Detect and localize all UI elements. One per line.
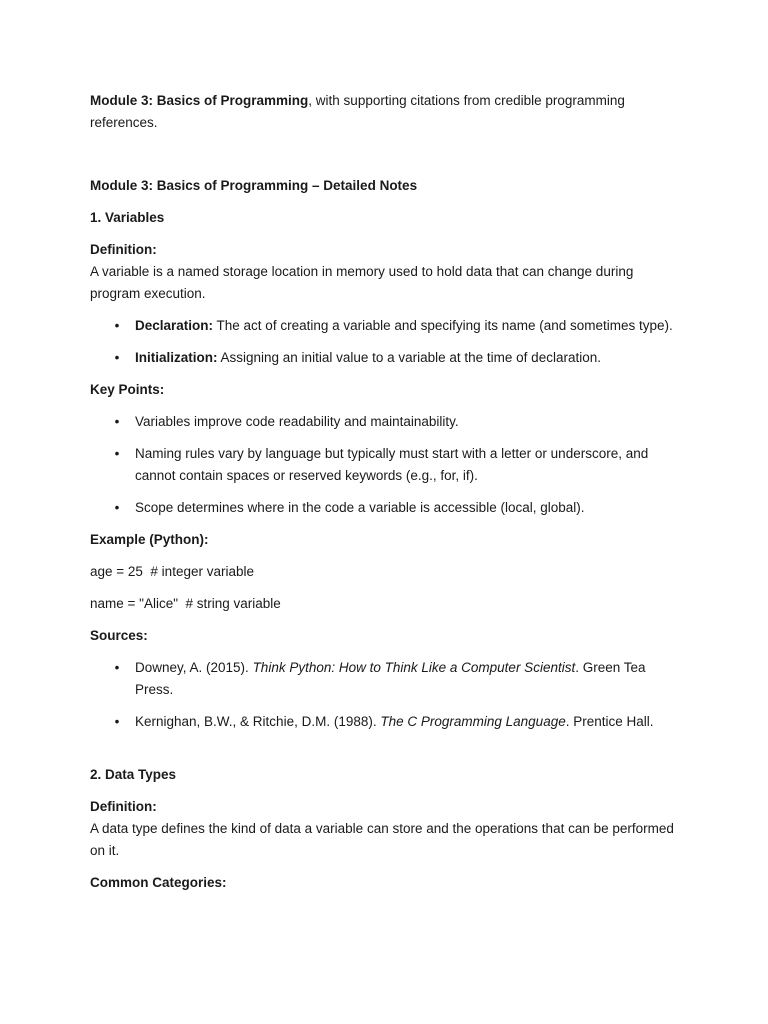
document-page — [90, 90, 680, 904]
key-points-list — [90, 411, 680, 519]
common-categories-label: Common Categories: — [90, 875, 227, 890]
section-1-definition-text: A variable is a named storage location in memory used to hold data that can change during program execution. — [90, 264, 634, 301]
source-post: . Prentice Hall. — [565, 714, 654, 729]
section-2-definition-label: Definition: — [90, 799, 157, 814]
section-1-terms-list — [90, 315, 680, 369]
intro-paragraph — [90, 90, 680, 134]
code-line: name = "Alice" # string variable — [90, 596, 281, 611]
code-line: age = 25 # integer variable — [90, 564, 254, 579]
intro-rest: , with supporting citations from credible programming references. — [90, 93, 625, 130]
bullet-icon: • — [114, 446, 120, 461]
section-1-definition-label: Definition: — [90, 242, 157, 257]
bullet-icon: • — [114, 500, 120, 515]
bullet-icon: • — [114, 318, 120, 333]
sources-label: Sources: — [90, 628, 148, 643]
source-pre: Downey, A. (2015). — [135, 660, 253, 675]
example-label: Example (Python): — [90, 532, 209, 547]
list-item — [90, 497, 680, 519]
notes-title: Module 3: Basics of Programming – Detailed Notes — [90, 178, 418, 193]
list-item — [90, 657, 680, 701]
source-title: Think Python: How to Think Like a Computer Scientist — [252, 660, 576, 675]
key-points-label: Key Points: — [90, 382, 165, 397]
source-post: . Green Tea Press. — [135, 660, 646, 697]
section-2-definition-text: A data type defines the kind of data a variable can store and the operations that can be performed on it. — [90, 821, 674, 858]
key-point-text: Scope determines where in the code a variable is accessible (local, global). — [135, 500, 585, 515]
bullet-icon: • — [114, 714, 120, 729]
term-declaration-text: The act of creating a variable and specifying its name (and sometimes type). — [213, 318, 673, 333]
list-item — [90, 411, 680, 433]
term-declaration: Declaration: — [135, 318, 214, 333]
section-2-heading: 2. Data Types — [90, 767, 177, 782]
section-1-heading: 1. Variables — [90, 210, 165, 225]
term-initialization-text: Assigning an initial value to a variable at the time of declaration. — [217, 350, 601, 365]
list-item — [90, 347, 680, 369]
list-item — [90, 315, 680, 337]
sources-list — [90, 657, 680, 733]
bullet-icon: • — [114, 414, 120, 429]
key-point-text: Naming rules vary by language but typically must start with a letter or underscore, and cannot contain spaces or reserved keywords (e.g., for, if). — [135, 446, 649, 483]
bullet-icon: • — [114, 350, 120, 365]
source-title: The C Programming Language — [380, 714, 566, 729]
list-item — [90, 711, 680, 733]
key-point-text: Variables improve code readability and maintainability. — [135, 414, 459, 429]
bullet-icon: • — [114, 660, 120, 675]
term-initialization: Initialization: — [135, 350, 218, 365]
intro-title: Module 3: Basics of Programming — [90, 93, 309, 108]
list-item — [90, 443, 680, 487]
source-pre: Kernighan, B.W., & Ritchie, D.M. (1988). — [135, 714, 381, 729]
